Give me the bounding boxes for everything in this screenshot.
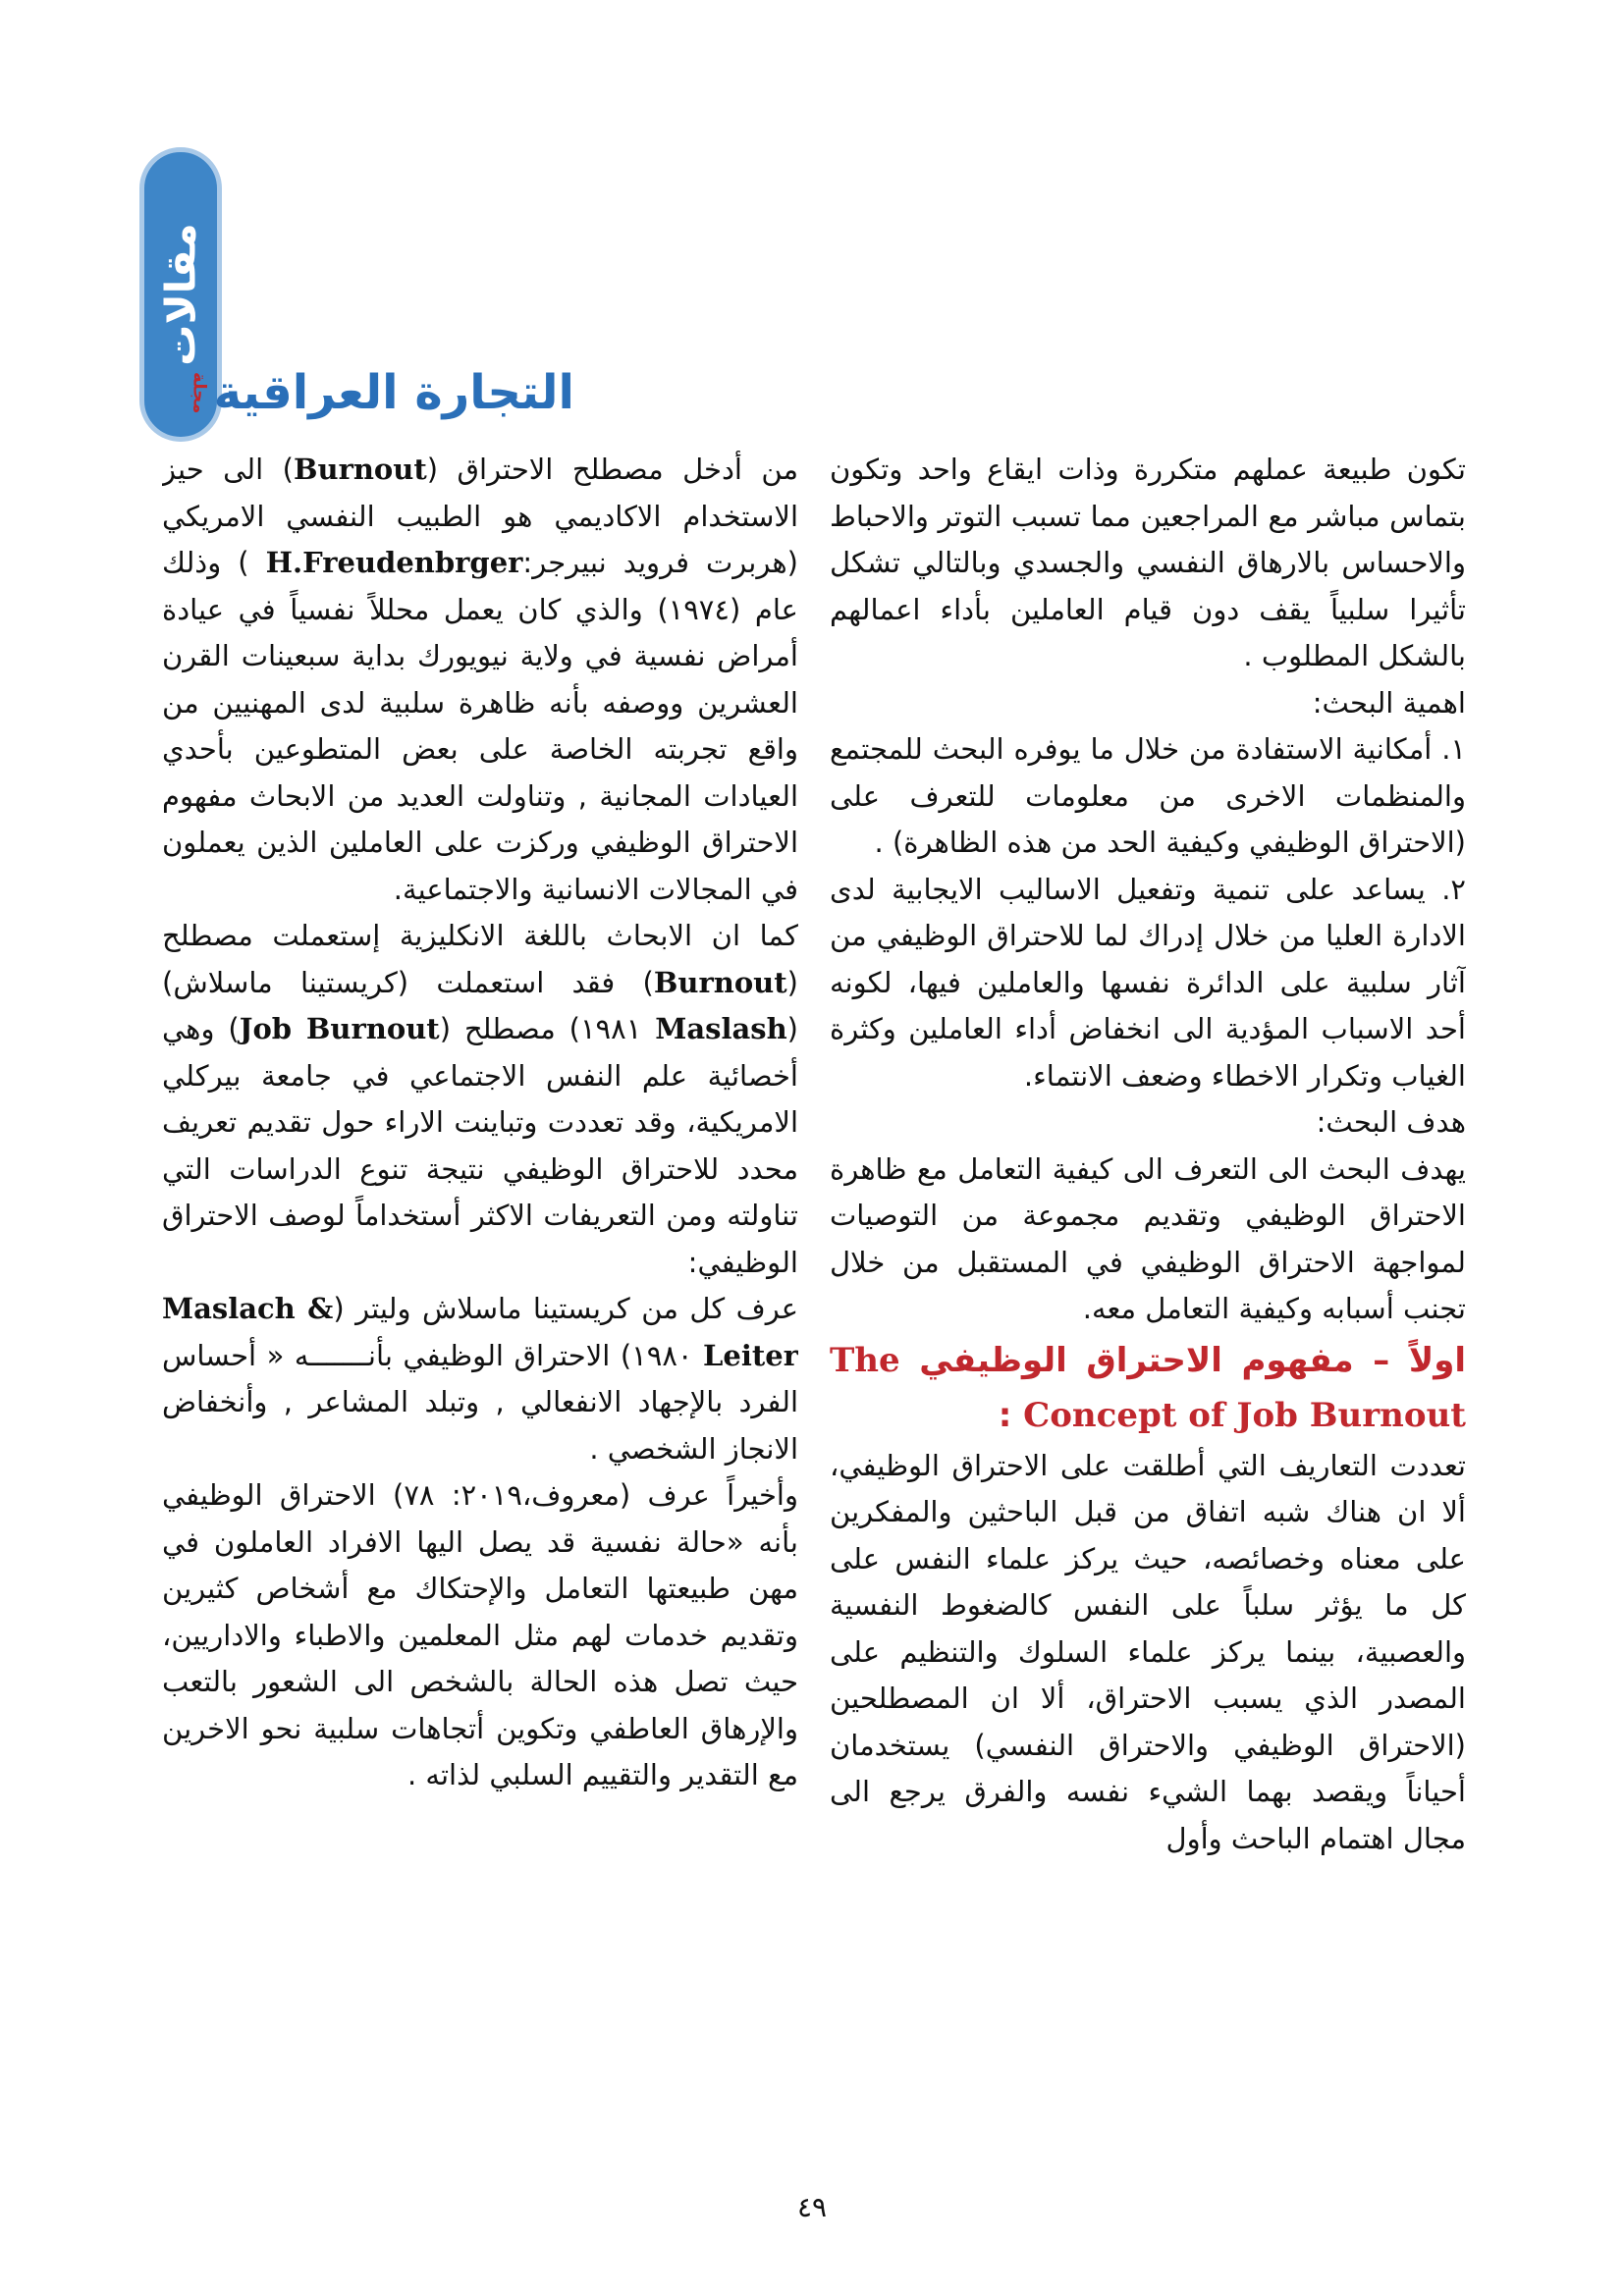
section-heading-arabic: اولاً – مفهوم الاحتراق الوظيفي [919,1340,1466,1380]
paragraph-english-research: كما ان الابحاث باللغة الانكليزية إستعملت مصطلح (Burnout) فقد استعملت (كريستينا ماسلاش) (Maslash ١٩٨١) مصطلح (Job Burnout) وهي أخصائية علم النفس الاجتماعي في جامعة بيركلي الامريكية، وقد تعددت وتباينت الاراء حول تقديم تعريف محدد للاحتراق الوظيفي نتيجة تنوع الدراسات التي تناولته ومن التعريفات الاكثر أستخداماً لوصف الاحتراق الوظيفي: [162,919,798,1279]
magazine-logo-title: التجارة العراقية [213,365,574,420]
term-burnout: Burnout [293,453,427,486]
paragraph-continuation: تكون طبيعة عملهم متكررة وذات ايقاع واحد وتكون بتماس مباشر مع المراجعين مما تسبب التوتر والاحباط والاحساس بالارهاق النفسي والجسدي وبالتالي تشكل تأثيرا سلبياً يقف دون قيام العاملين بأداء اعمالهم بالشكل المطلوب . [830,453,1466,672]
paragraph-maslach-definition: عرف كل من كريستينا ماسلاش وليتر (Maslach & Leiter ١٩٨٠) الاحتراق الوظيفي بأنـــــــه « أحساس الفرد بالإجهاد الانفعالي , وتبلد المشاعر , وأنخفاض الانجاز الشخصي . [162,1292,798,1466]
magazine-logo-prefix: مجلة [189,371,210,414]
right-column [830,447,1466,2056]
goal-heading: هدف البحث: [1316,1105,1466,1139]
importance-item-2: ٢. يساعد على تنمية وتفعيل الاساليب الايجابية لدى الادارة العليا من خلال إدراك لما للاحتراق الوظيفي من آثار سلبية على الدائرة نفسها والعاملين فيها، لكونه أحد الاسباب المؤدية الى انخفاض أداء العاملين وكثرة الغياب وتكرار الاخطاء وضعف الانتماء. [830,872,1466,1093]
section-heading-colon: : [998,1395,1012,1435]
goal-text: يهدف البحث الى التعرف الى كيفية التعامل مع ظاهرة الاحتراق الوظيفي وتقديم مجموعة من التوصيات لمواجهة الاحتراق الوظيفي في المستقبل من خلال تجنب أسبابه وكيفية التعامل معه. [830,1151,1466,1325]
section-heading-english: The Concept of Job Burnout [830,1340,1466,1435]
name-maslach-leiter: Maslach & Leiter [162,1292,798,1372]
term-job-burnout: Job Burnout [239,1012,440,1045]
left-column [162,447,798,2056]
paragraph-maarouf-definition: وأخيراً عرف (معروف،٢٠١٩: ٧٨) الاحتراق الوظيفي بأنه «حالة نفسية قد يصل اليها الافراد العاملون في مهن طبيعتها التعامل والإحتكاك مع أشخاص كثيرين وتقديم خدمات لهم مثل المعلمين والاطباء والاداريين، حيث تصل هذه الحالة بالشخص الى الشعور بالتعب والإرهاق العاطفي وتكوين أتجاهات سلبية نحو الاخرين مع التقدير والتقييم السلبي لذاته . [162,1478,798,1791]
name-maslash: Maslash [655,1012,787,1045]
concept-text: تعددت التعاريف التي أطلقت على الاحتراق الوظيفي، ألا ان هناك شبه اتفاق من قبل الباحثين والمفكرين على معناه وخصائصه، حيث يركز علماء النفس على كل ما يؤثر سلباً على النفس كالضغوط النفسية والعصبية، بينما يركز علماء السلوك والتنظيم على المصدر الذي يسبب الاحتراق، ألا ان المصطلحين (الاحتراق الوظيفي والاحتراق النفسي) يستخدمان أحياناً ويقصد بهما الشيء نفسه والفرق يرجع الى مجال اهتمام الباحث وأول [830,1448,1466,1855]
importance-heading: اهمية البحث: [1312,685,1466,720]
page-number: ٤٩ [796,2191,828,2223]
section-heading [830,1333,1466,1443]
section-tab-label: مقالات [156,223,205,366]
magazine-logo [189,358,574,427]
term-burnout-2: Burnout [653,965,787,999]
paragraph-burnout-origin: من أدخل مصطلح الاحتراق (Burnout) الى حيز الاستخدام الاكاديمي هو الطبيب النفسي الامريكي (هربرت فرويد نبيرجر:H.Freudenbrger ) وذلك عام (١٩٧٤) والذي كان يعمل محللاً نفسياً في عيادة أمراض نفسية في ولاية نيويورك بداية سبعينات القرن العشرين ووصفه بأنه ظاهرة سلبية لدى المهنيين من واقع تجربته الخاصة على بعض المتطوعين بأحدي العيادات المجانية , وتناولت العديد من الابحاث مفهوم الاحتراق الوظيفي وركزت على العاملين الذين يعملون في المجالات الانسانية والاجتماعية. [162,453,798,906]
importance-item-1: ١. أمكانية الاستفادة من خلال ما يوفره البحث للمجتمع والمنظمات الاخرى من معلومات للتعرف على (الاحتراق الوظيفي وكيفية الحد من هذه الظاهرة) . [830,732,1466,859]
name-freudenberger: H.Freudenbrger [265,546,523,579]
